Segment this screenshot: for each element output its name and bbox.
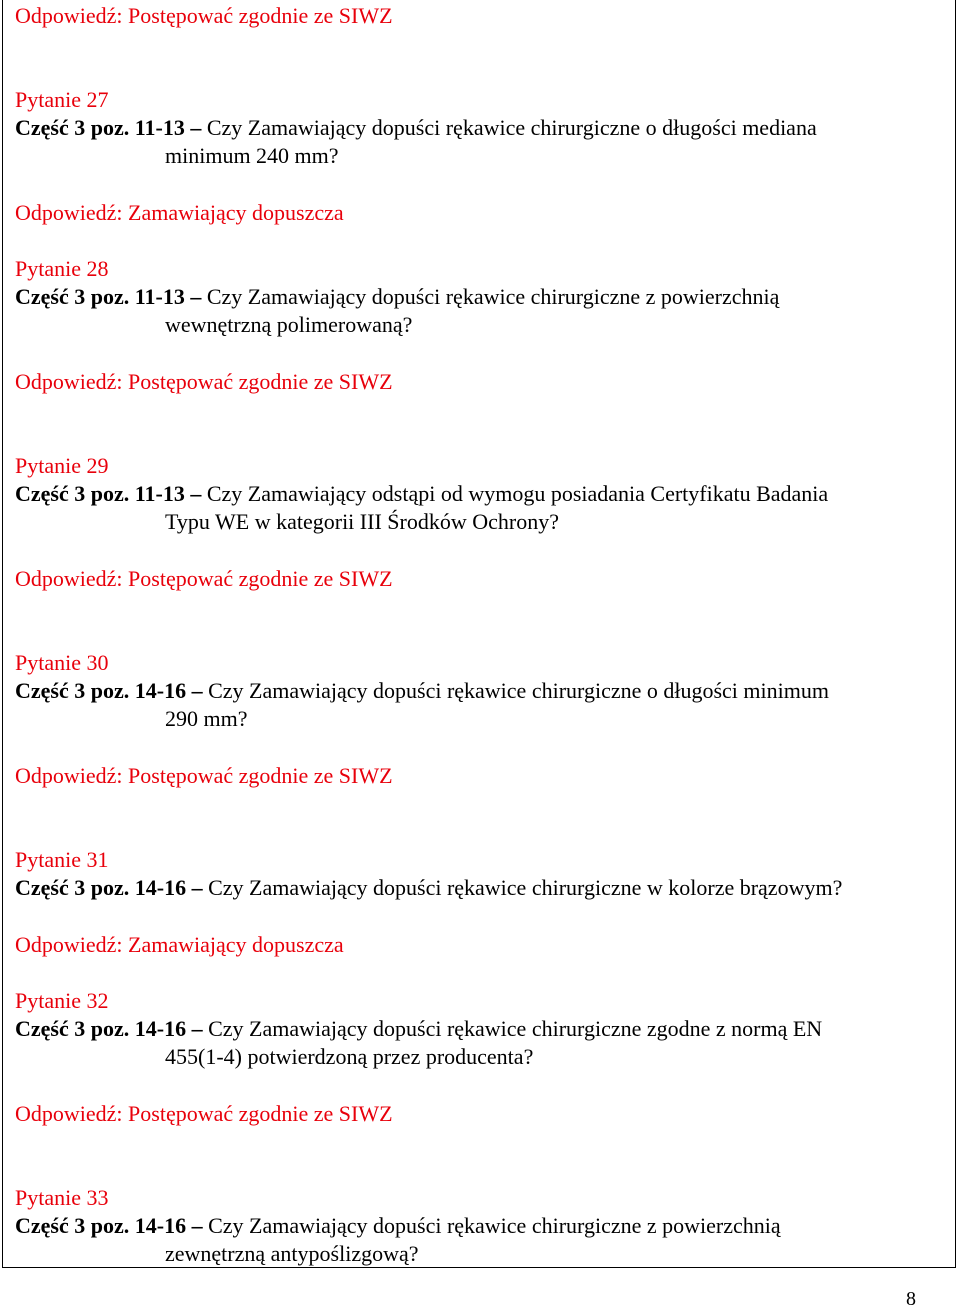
question-part: Część 3 poz. 11-13 xyxy=(15,115,185,140)
question-title: Pytanie 29 xyxy=(15,453,109,478)
question-line xyxy=(15,677,829,705)
page-number: 8 xyxy=(906,1288,916,1310)
answer-text: Odpowiedź: Postępować zgodnie ze SIWZ xyxy=(15,369,393,394)
question-title: Pytanie 27 xyxy=(15,87,109,112)
question-text: Czy Zamawiający dopuści rękawice chirurgiczne w kolorze brązowym? xyxy=(208,875,843,900)
answer-text: Odpowiedź: Postępować zgodnie ze SIWZ xyxy=(15,763,393,788)
question-title: Pytanie 33 xyxy=(15,1185,109,1210)
question-line xyxy=(15,1212,781,1240)
question-text: Czy Zamawiający dopuści rękawice chirurgiczne o długości mediana xyxy=(206,115,817,140)
question-part: Część 3 poz. 11-13 xyxy=(15,481,185,506)
question-text: Czy Zamawiający dopuści rękawice chirurgiczne z powierzchnią xyxy=(206,284,780,309)
question-text-continued: zewnętrzną antypoślizgową? xyxy=(165,1241,419,1266)
answer-text: Odpowiedź: Postępować zgodnie ze SIWZ xyxy=(15,3,393,28)
question-text: Czy Zamawiający odstąpi od wymogu posiadania Certyfikatu Badania xyxy=(206,481,829,506)
question-title: Pytanie 30 xyxy=(15,650,109,675)
question-line xyxy=(15,480,828,508)
answer-text: Odpowiedź: Zamawiający dopuszcza xyxy=(15,932,344,957)
answer-text: Odpowiedź: Postępować zgodnie ze SIWZ xyxy=(15,566,393,591)
question-dash: – xyxy=(190,284,202,309)
question-text: Czy Zamawiający dopuści rękawice chirurgiczne zgodne z normą EN xyxy=(208,1016,823,1041)
document-frame xyxy=(2,0,956,1268)
question-text-continued: 455(1-4) potwierdzoną przez producenta? xyxy=(165,1044,534,1069)
question-dash: – xyxy=(191,1213,203,1238)
question-dash: – xyxy=(190,481,202,506)
question-line xyxy=(15,874,842,902)
question-dash: – xyxy=(191,1016,203,1041)
question-part: Część 3 poz. 14-16 xyxy=(15,1213,187,1238)
question-text-continued: minimum 240 mm? xyxy=(165,143,339,168)
answer-text: Odpowiedź: Zamawiający dopuszcza xyxy=(15,200,344,225)
question-text-continued: Typu WE w kategorii III Środków Ochrony? xyxy=(165,509,559,534)
question-text-continued: wewnętrzną polimerowaną? xyxy=(165,312,413,337)
question-part: Część 3 poz. 14-16 xyxy=(15,678,187,703)
question-line xyxy=(15,283,779,311)
question-title: Pytanie 28 xyxy=(15,256,109,281)
question-part: Część 3 poz. 11-13 xyxy=(15,284,185,309)
question-title: Pytanie 32 xyxy=(15,988,109,1013)
question-title: Pytanie 31 xyxy=(15,847,109,872)
question-line xyxy=(15,114,817,142)
question-line xyxy=(15,1015,822,1043)
question-dash: – xyxy=(191,875,203,900)
question-text: Czy Zamawiający dopuści rękawice chirurgiczne z powierzchnią xyxy=(208,1213,781,1238)
question-dash: – xyxy=(190,115,202,140)
answer-text: Odpowiedź: Postępować zgodnie ze SIWZ xyxy=(15,1101,393,1126)
question-dash: – xyxy=(191,678,203,703)
question-part: Część 3 poz. 14-16 xyxy=(15,1016,187,1041)
question-text: Czy Zamawiający dopuści rękawice chirurgiczne o długości minimum xyxy=(208,678,829,703)
question-part: Część 3 poz. 14-16 xyxy=(15,875,187,900)
question-text-continued: 290 mm? xyxy=(165,706,248,731)
